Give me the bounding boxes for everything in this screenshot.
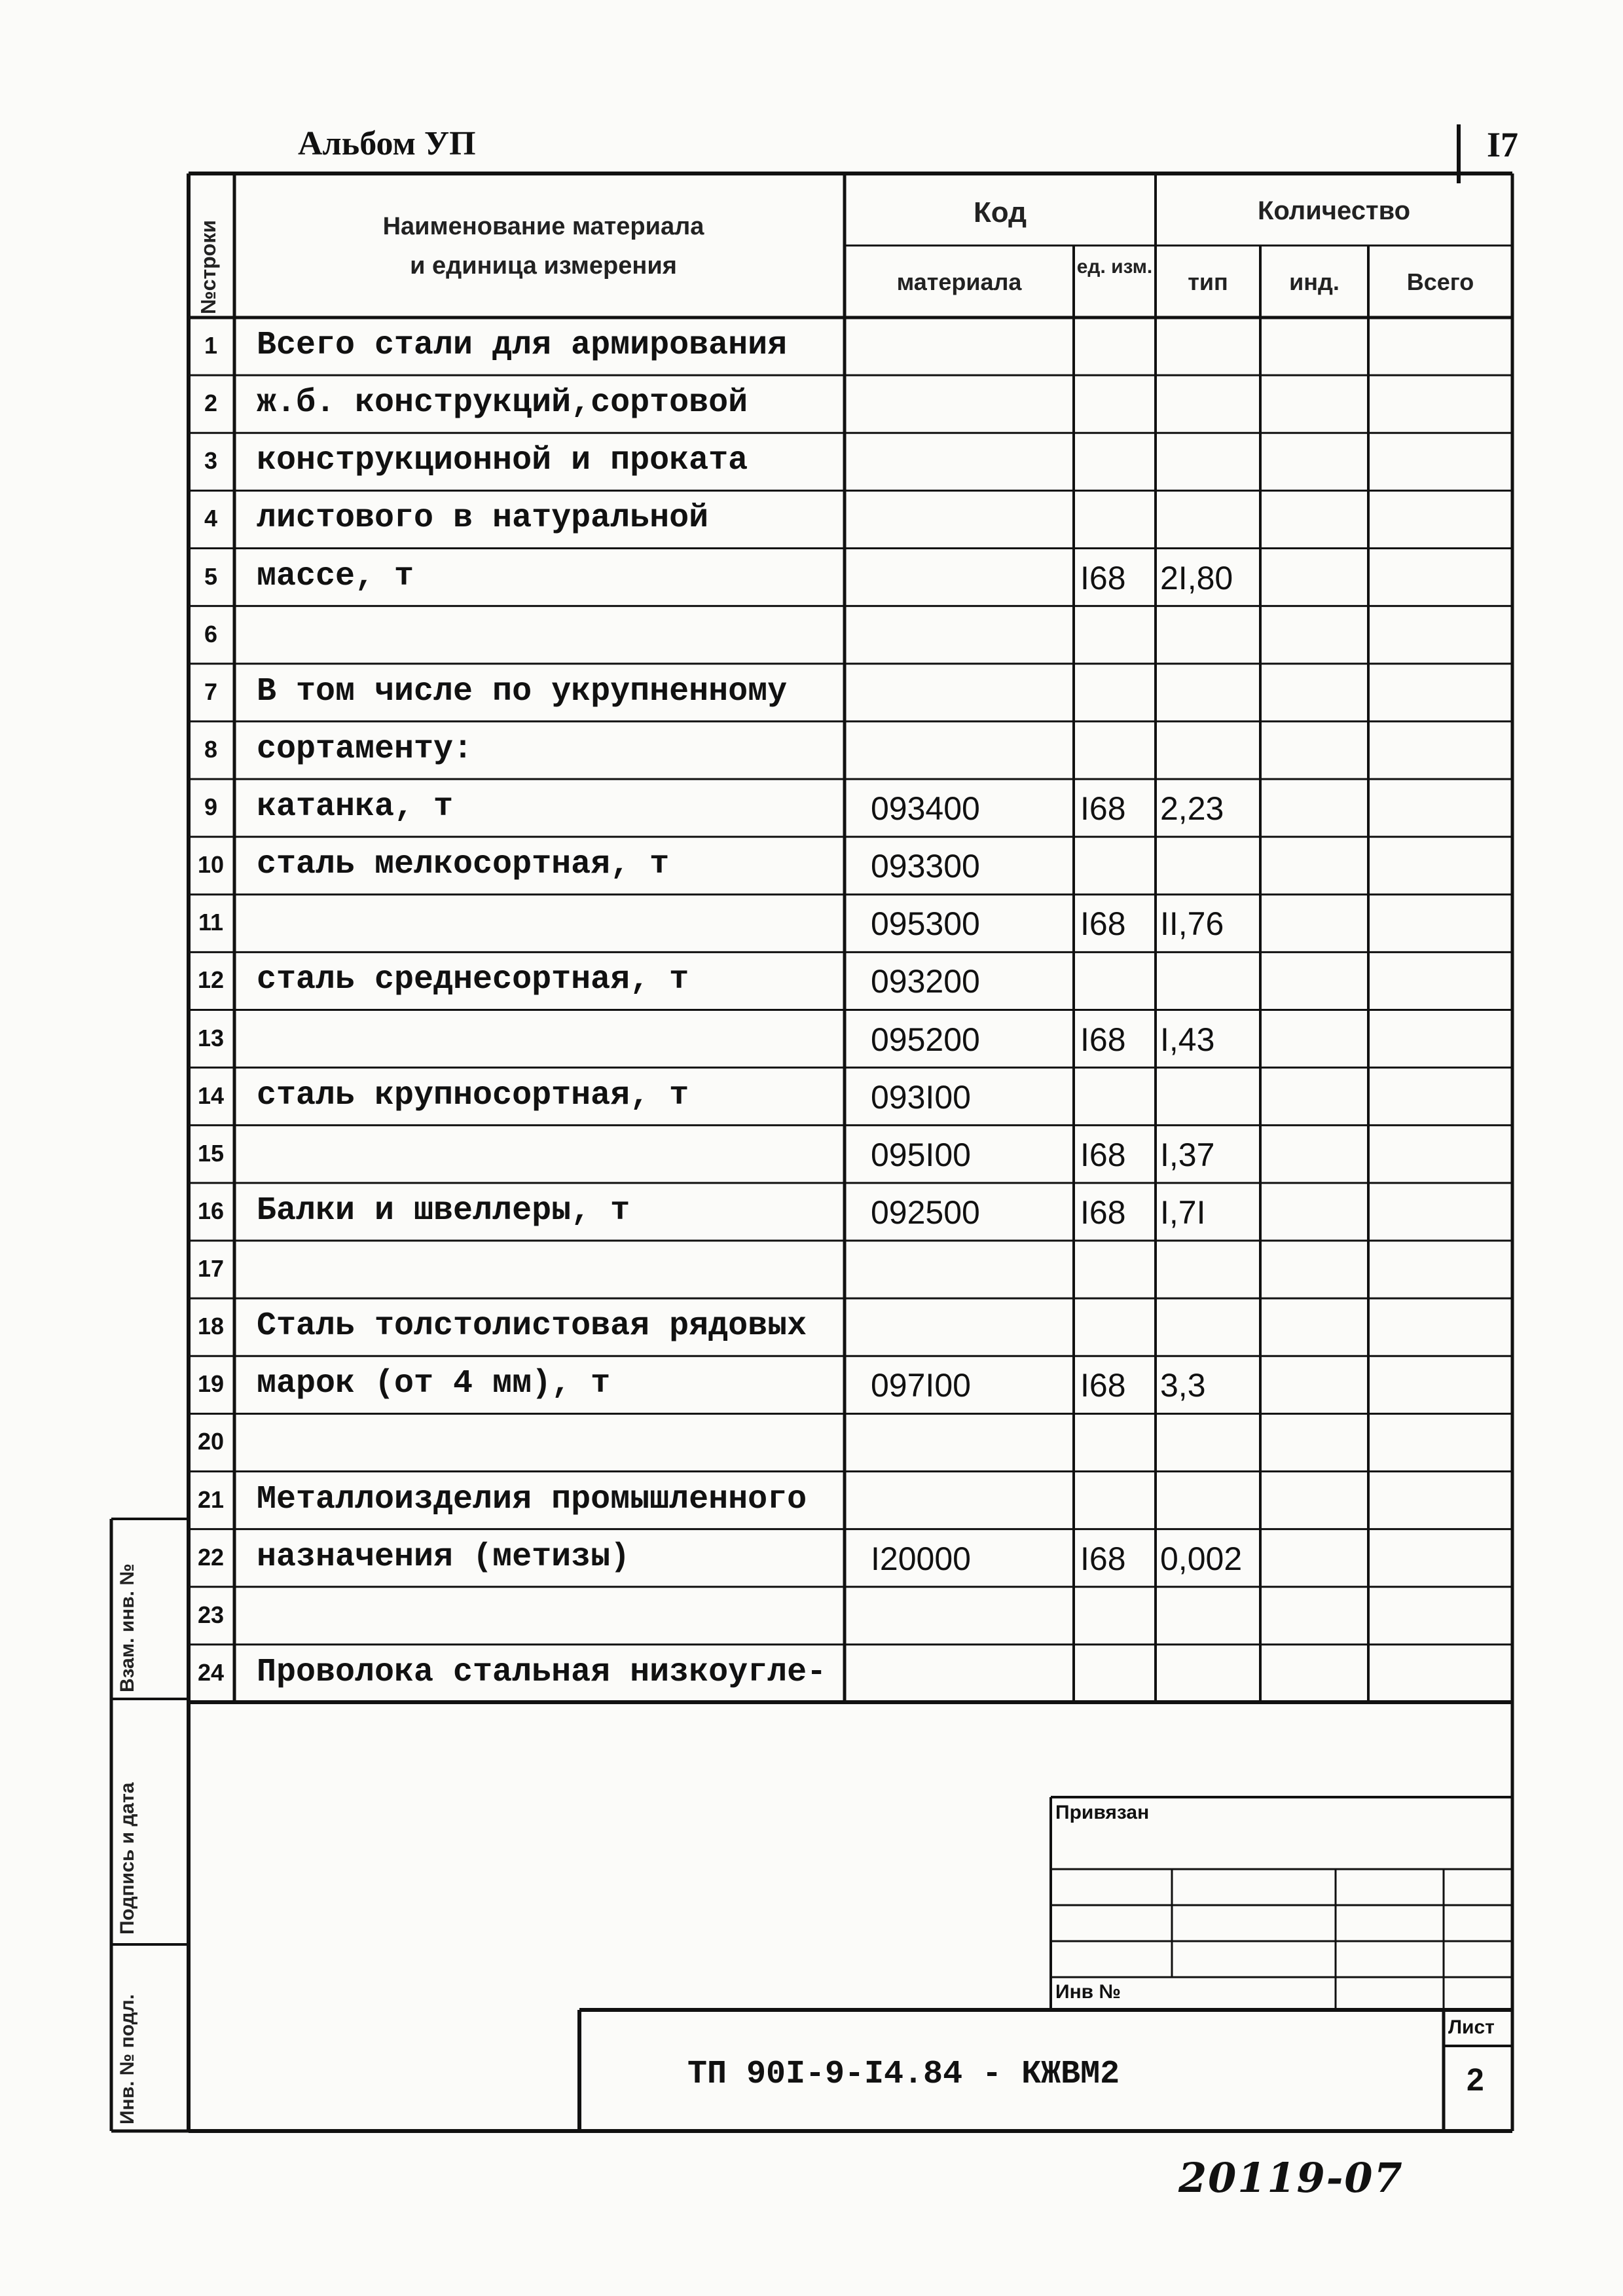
row-number: 17 bbox=[197, 1255, 225, 1283]
row-material-name: сортаменту: bbox=[257, 730, 473, 768]
code-group-header: Код bbox=[973, 196, 1027, 228]
inv-no-label: Инв № bbox=[1055, 1981, 1121, 2003]
row-qty-type: II,76 bbox=[1160, 905, 1224, 943]
row-number: 7 bbox=[204, 678, 218, 705]
row-material-code: 093I00 bbox=[871, 1078, 971, 1116]
inv-vzam-label: Взам. инв. № bbox=[117, 1563, 138, 1692]
row-material-name: сталь мелкосортная, т bbox=[257, 846, 670, 884]
row-number: 11 bbox=[198, 909, 224, 936]
row-qty-type: 3,3 bbox=[1160, 1367, 1206, 1404]
row-qty-type: 2,23 bbox=[1160, 790, 1224, 828]
row-material-code: 093200 bbox=[871, 963, 980, 1000]
row-number: 1 bbox=[204, 332, 218, 359]
album-title: Альбом УП bbox=[298, 125, 476, 162]
row-material-name: сталь среднесортная, т bbox=[257, 961, 689, 999]
qty-total-header: Всего bbox=[1406, 268, 1474, 295]
row-material-name: назначения (метизы) bbox=[257, 1538, 630, 1576]
row-number: 15 bbox=[197, 1139, 225, 1167]
row-number: 12 bbox=[197, 966, 225, 994]
sheet-label: Лист bbox=[1448, 2016, 1495, 2038]
row-unit-code: I68 bbox=[1080, 1194, 1126, 1231]
row-qty-type: I,7I bbox=[1160, 1194, 1206, 1231]
row-material-name: массе, т bbox=[257, 557, 414, 595]
row-number: 21 bbox=[197, 1485, 225, 1513]
row-unit-code: I68 bbox=[1080, 1136, 1126, 1173]
row-material-name: Проволока стальная низкоугле- bbox=[257, 1653, 827, 1691]
qty-group-header: Количество bbox=[1257, 196, 1411, 225]
row-material-code: 093300 bbox=[871, 848, 980, 885]
row-number: 6 bbox=[204, 620, 218, 647]
row-number: 10 bbox=[197, 851, 225, 879]
privyazan-label: Привязан bbox=[1055, 1802, 1150, 1823]
inv-podl-label: Инв. № подл. bbox=[117, 1994, 138, 2124]
row-unit-code: I68 bbox=[1080, 1021, 1126, 1058]
row-material-name: Балки и швеллеры, т bbox=[257, 1192, 630, 1230]
row-material-name: Всего стали для армирования bbox=[257, 327, 788, 365]
sign-date-label: Подпись и дата bbox=[117, 1782, 138, 1935]
row-number: 20 bbox=[197, 1428, 225, 1455]
row-unit-code: I68 bbox=[1080, 559, 1126, 596]
row-material-name: марок (от 4 мм), т bbox=[257, 1365, 611, 1403]
row-unit-code: I68 bbox=[1080, 1540, 1126, 1577]
row-material-name: ж.б. конструкций,сортовой bbox=[257, 384, 748, 422]
row-number: 3 bbox=[204, 447, 218, 475]
sheet-value: 2 bbox=[1467, 2063, 1484, 2098]
row-number: 4 bbox=[204, 505, 218, 532]
row-number: 14 bbox=[197, 1082, 225, 1109]
qty-ind-header: инд. bbox=[1289, 268, 1340, 295]
row-number: 16 bbox=[197, 1197, 225, 1224]
name-header-line2: и единица измерения bbox=[410, 252, 677, 280]
row-unit-code: I68 bbox=[1080, 905, 1126, 943]
row-material-code: 097I00 bbox=[871, 1367, 971, 1404]
row-material-name: сталь крупносортная, т bbox=[257, 1076, 689, 1114]
row-qty-type: I,43 bbox=[1160, 1021, 1215, 1058]
row-number: 13 bbox=[197, 1024, 225, 1051]
row-number: 8 bbox=[204, 735, 218, 763]
row-material-code: 095I00 bbox=[871, 1136, 971, 1173]
name-header-line1: Наименование материала bbox=[382, 213, 704, 240]
row-number: 9 bbox=[204, 793, 218, 821]
row-material-code: I20000 bbox=[871, 1540, 971, 1577]
row-qty-type: 2I,80 bbox=[1160, 559, 1233, 596]
row-qty-type: 0,002 bbox=[1160, 1540, 1243, 1577]
row-unit-code: I68 bbox=[1080, 1367, 1126, 1404]
row-number: 18 bbox=[197, 1313, 225, 1340]
row-number: 2 bbox=[204, 390, 218, 417]
row-material-code: 093400 bbox=[871, 790, 980, 828]
row-material-name: листового в натуральной bbox=[257, 500, 709, 538]
row-qty-type: I,37 bbox=[1160, 1136, 1215, 1173]
row-number: 19 bbox=[197, 1370, 225, 1398]
handwritten-number: 20119-07 bbox=[1178, 2154, 1404, 2202]
row-material-code: 092500 bbox=[871, 1194, 980, 1231]
row-material-name: конструкционной и проката bbox=[257, 442, 748, 480]
rownum-header: №строки bbox=[196, 220, 220, 314]
row-material-code: 095300 bbox=[871, 905, 980, 943]
page-number: I7 bbox=[1457, 124, 1575, 183]
document-number: ТП 90I-9-I4.84 - КЖВМ2 bbox=[687, 2056, 1120, 2093]
qty-type-header: тип bbox=[1188, 268, 1228, 295]
row-number: 22 bbox=[197, 1543, 225, 1571]
code-material-header: материала bbox=[896, 268, 1022, 295]
row-number: 5 bbox=[204, 562, 218, 590]
row-number: 24 bbox=[197, 1658, 225, 1686]
code-unit-header: ед. изм. bbox=[1076, 256, 1153, 278]
row-number: 23 bbox=[197, 1601, 225, 1628]
row-material-name: Сталь толстолистовая рядовых bbox=[257, 1307, 807, 1345]
row-material-code: 095200 bbox=[871, 1021, 980, 1058]
row-material-name: В том числе по укрупненному bbox=[257, 672, 788, 710]
row-unit-code: I68 bbox=[1080, 790, 1126, 828]
row-material-name: Металлоизделия промышленного bbox=[257, 1480, 807, 1518]
row-material-name: катанка, т bbox=[257, 788, 454, 826]
